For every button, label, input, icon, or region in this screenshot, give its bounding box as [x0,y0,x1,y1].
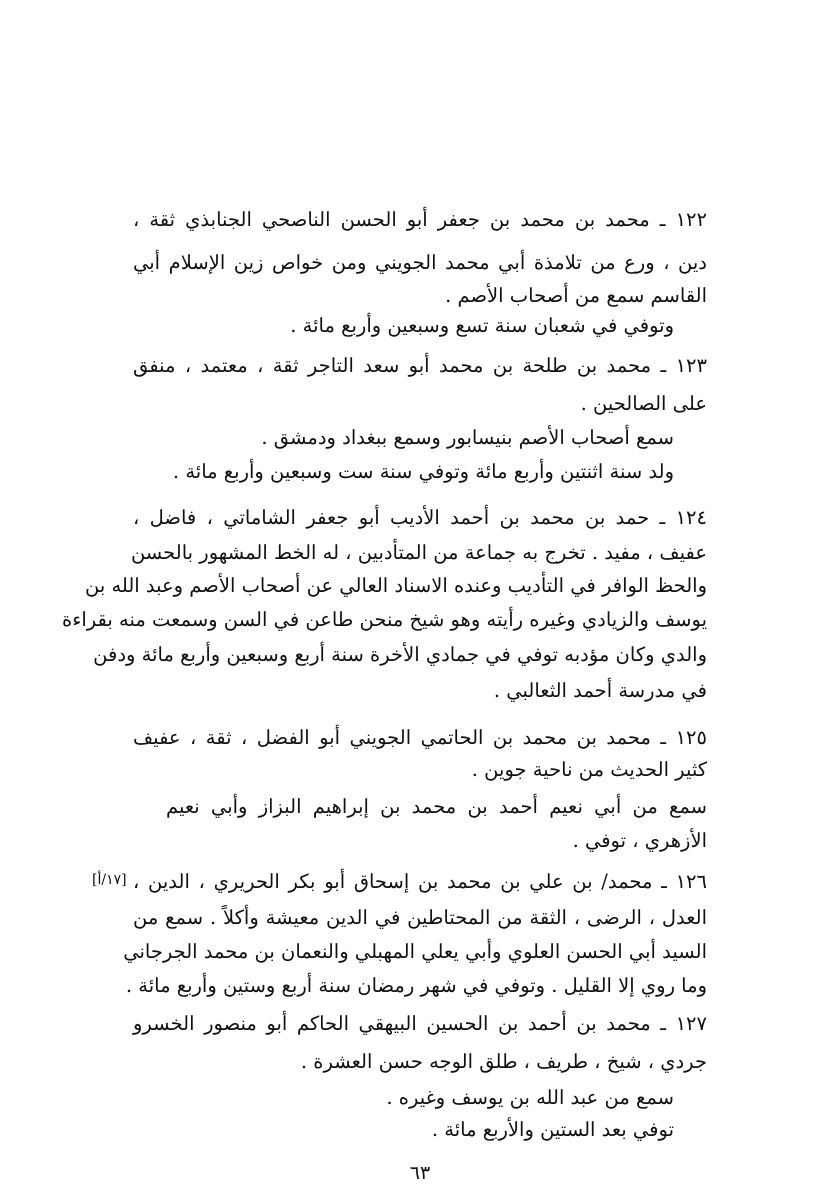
entry-127-line-4: توفي بعد الستين والأربع مائة . [431,1118,674,1141]
entry-124-line-1: ١٢٤ ـ حمد بن محمد بن أحمد الأديب أبو جعفر الشاماتي ، فاضل ، [133,506,707,529]
entry-126-line-3: السيد أبي الحسن العلوي وأبي يعلي المهبلي والنعمان بن محمد الجرجاني [123,940,707,963]
entry-126-line-1: ١٢٦ ـ محمد/ بن علي بن محمد بن إسحاق أبو بكر الحريري ، الدين ، [133,870,707,893]
entry-126-line-2: العدل ، الرضى ، الثقة من المحتاطين في الدين معيشة وأكلاً . سمع من [133,906,707,929]
entry-125-line-2: كثير الحديث من ناحية جوين . [471,758,707,781]
entry-123-line-1: ١٢٣ ـ محمد بن طلحة بن محمد أبو سعد التاجر ثقة ، معتمد ، منفق [133,354,707,377]
entry-123-line-3: سمع أصحاب الأصم بنيسابور وسمع ببغداد ودمشق . [261,426,674,449]
entry-127-line-3: سمع من عبد الله بن يوسف وغيره . [386,1086,674,1109]
entry-122-line-3: القاسم سمع من أصحاب الأصم . [445,284,707,307]
entry-125-line-3: سمع من أبي نعيم أحمد بن محمد بن إبراهيم البزاز وأبي نعيم [166,795,707,818]
entry-124-line-3: والحظ الوافر في التأديب وعنده الاسناد العالي عن أصحاب الأصم وعبد الله بن [84,574,707,597]
entry-124-line-5: والدي وكان مؤدبه توفي في جمادي الأخرة سنة أربع وسبعين وأربع مائة ودفن [93,643,707,666]
entry-127-line-1: ١٢٧ ـ محمد بن أحمد بن الحسين البيهقي الحاكم أبو منصور الخسرو [133,1012,707,1035]
page-number: ٦٣ [409,1162,431,1184]
entry-123-line-2: على الصالحين . [580,392,707,415]
entry-124-line-4: يوسف والزيادي وغيره رأيته وهو شيخ منحن طاعن في السن وسمعت منه بقراءة [61,608,707,631]
entry-124-line-6: في مدرسة أحمد الثعالبي . [493,679,707,702]
entry-124-line-2: عفيف ، مفيد . تخرج به جماعة من المتأدبين ، له الخط المشهور بالحسن [130,541,707,564]
entry-123-line-4: ولد سنة اثنتين وأربع مائة وتوفي سنة ست وسبعين وأربع مائة . [172,460,674,483]
entry-122-death: وتوفي في شعبان سنة تسع وسبعين وأربع مائة . [290,314,674,337]
entry-126-line-4: وما روي إلا القليل . وتوفي في شهر رمضان سنة أربع وستين وأربع مائة . [125,974,707,997]
manuscript-folio-note: [١٧/أ] [92,872,127,888]
entry-122-line-1: ١٢٢ ـ محمد بن محمد بن جعفر أبو الحسن الناصحي الجنابذي ثقة ، [133,208,707,231]
entry-122-line-2: دين ، ورع من تلامذة أبي محمد الجويني ومن خواص زين الإسلام أبي [133,251,707,274]
entry-125-line-4: الأزهري ، توفي . [572,829,707,852]
entry-127-line-2: جردي ، شيخ ، طريف ، طلق الوجه حسن العشرة . [300,1050,707,1073]
entry-125-line-1: ١٢٥ ـ محمد بن محمد بن الحاتمي الجويني أبو الفضل ، ثقة ، عفيف [133,726,707,749]
